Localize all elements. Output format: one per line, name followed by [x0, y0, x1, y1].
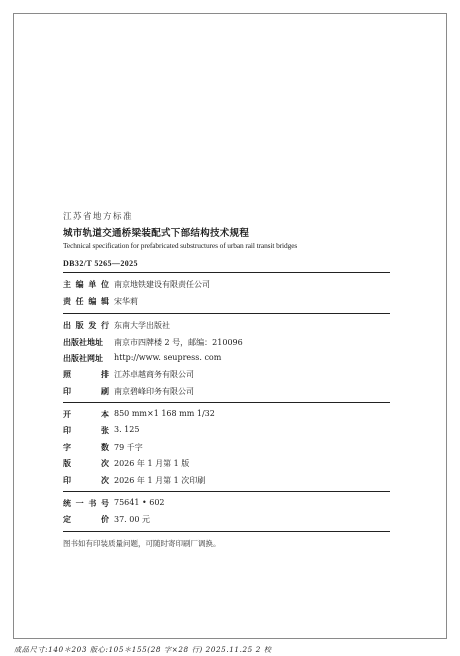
info-value: 宋华莉 — [114, 297, 138, 306]
info-value: 79 千字 — [114, 443, 143, 452]
info-value: 东南大学出版社 — [114, 321, 170, 330]
info-label: 主编单位 — [63, 280, 109, 289]
info-value: 南京市四牌楼 2 号，邮编：210096 — [114, 338, 243, 347]
info-value: 3. 125 — [114, 425, 140, 434]
info-value: http://www. seupress. com — [114, 353, 222, 362]
divider — [63, 491, 390, 492]
print-spec-footer: 成品尺寸:140＊203 版心:105＊155(28 字×28 行) 2025.11.25 2 校 — [14, 645, 272, 654]
info-label: 出版社地址 — [63, 338, 103, 347]
info-value: 南京碧峰印务有限公司 — [114, 387, 194, 396]
info-label: 印张 — [63, 426, 109, 435]
info-label: 出版发行 — [63, 321, 109, 330]
info-label: 统一书号 — [63, 499, 109, 508]
info-value: 2026 年 1 月第 1 版 — [114, 459, 190, 468]
info-label: 开本 — [63, 410, 109, 419]
title-english: Technical specification for prefabricated substructures of urban rail transit bridges — [63, 241, 298, 250]
info-label: 印次 — [63, 476, 109, 485]
info-label: 定价 — [63, 515, 109, 524]
info-value: 江苏卓越商务有限公司 — [114, 370, 194, 379]
info-label: 照排 — [63, 370, 109, 379]
info-label: 责任编辑 — [63, 297, 109, 306]
divider — [63, 272, 390, 273]
series-label: 江苏省地方标准 — [63, 212, 134, 222]
info-label: 出版社网址 — [63, 354, 103, 363]
divider — [63, 313, 390, 314]
info-label: 字数 — [63, 443, 109, 452]
divider — [63, 531, 390, 532]
divider — [63, 402, 390, 403]
info-value: 75641 • 602 — [114, 498, 165, 507]
title-chinese: 城市轨道交通桥梁装配式下部结构技术规程 — [63, 228, 250, 239]
info-label: 版次 — [63, 459, 109, 468]
info-value: 850 mm×1 168 mm 1/32 — [114, 409, 215, 418]
info-label: 印刷 — [63, 387, 109, 396]
info-value: 37. 00 元 — [114, 515, 150, 524]
info-value: 南京地铁建设有限责任公司 — [114, 280, 210, 289]
standard-number: DB32/T 5265—2025 — [63, 259, 138, 268]
info-value: 2026 年 1 月第 1 次印刷 — [114, 476, 206, 485]
quality-note: 图书如有印装质量问题，可随时寄印刷厂调换。 — [63, 539, 221, 548]
